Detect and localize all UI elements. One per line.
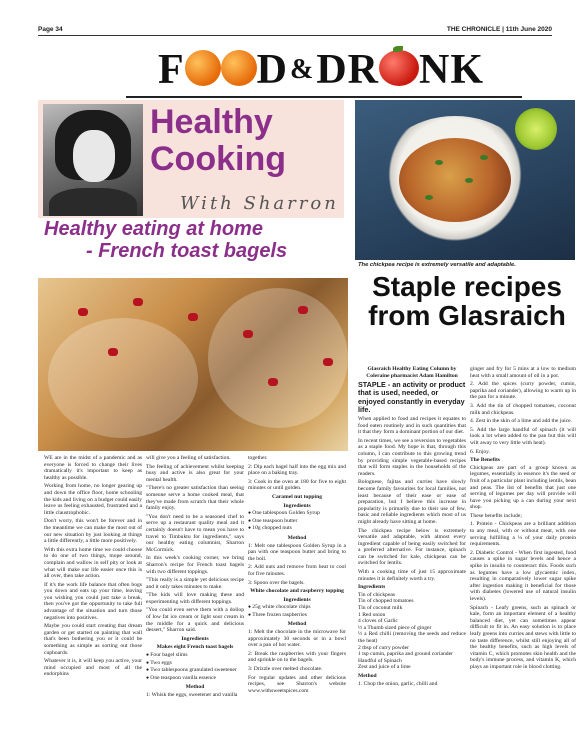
makes-note: Makes eight French toast bagels bbox=[156, 644, 234, 651]
paragraph: In this week's cooking corner, we bring Sharron's recipe for French toast bagels with two different toppings. bbox=[146, 555, 244, 575]
photo-caption: The chickpea recipe is extremely versatile and adaptable. bbox=[358, 262, 516, 268]
paragraph: 6. Enjoy. bbox=[470, 448, 490, 455]
paragraph: If it's the work life balance that often bogs you down and eats up your time, leaving you wishing you could just take a break, then you've got the opportunity to take full advantage of the situation and turn those negatives into positives. bbox=[44, 581, 142, 621]
list-item: 2 tbsp of curry powder bbox=[358, 644, 409, 651]
raspberry-icon bbox=[108, 348, 118, 356]
paragraph: will give you a feeling of satisfaction. bbox=[146, 455, 231, 461]
method-heading: Method bbox=[358, 672, 377, 679]
paragraph: ginger and fry for 5 mins at a low to medium heat with a small amount of oil in a pot. bbox=[470, 366, 576, 379]
columnist-photo bbox=[43, 104, 143, 216]
raspberry-icon bbox=[188, 313, 198, 321]
banner-letter: D bbox=[256, 47, 288, 93]
photo-shoulder bbox=[49, 188, 137, 216]
banner-rule bbox=[126, 96, 522, 98]
paragraph: WE are in the midst of a pandemic and as everyone is forced to change their lives dramatically it's important to keep as healthy as possible. bbox=[44, 455, 142, 481]
staple-headline: Staple recipes from Glasraich bbox=[368, 271, 566, 331]
method-heading: Method bbox=[287, 534, 307, 541]
ingredients-list bbox=[248, 510, 346, 533]
paragraph: 1. Chop the onion, garlic, chilli and bbox=[358, 680, 438, 687]
paragraph: Maybe you could start creating that dream garden or get started on painting that wall that's been bothering you or it could be something as simple as sorting out those cupboards. bbox=[44, 623, 142, 656]
paragraph: "You could even serve them with a dollop of low fat ice cream or light sour cream in the middle for a quick and delicious dessert," Sharron said. bbox=[146, 607, 244, 634]
paragraph: Bolognese, fajitas and curries have slowly become family favourites for local families, not least because of their ease or ease of preparation, but I believe this increase in popularity is primarily due to their use of few, basic and reliable ingredients which most of us might already have sitting at home. bbox=[358, 479, 466, 525]
ingredients-heading: Ingredients bbox=[283, 596, 311, 603]
chickpea-curry-photo bbox=[355, 100, 575, 260]
title-line: Healthy bbox=[150, 103, 273, 141]
ingredients-heading: Ingredients bbox=[358, 584, 386, 591]
banner-letter: NK bbox=[419, 47, 484, 93]
list-item: 1 tsp cumin, paprika and ground coriander bbox=[358, 651, 453, 658]
apple-icon bbox=[379, 50, 419, 86]
french-toast-photo bbox=[38, 278, 348, 451]
herb-icon bbox=[435, 160, 443, 165]
photo-plate bbox=[48, 318, 198, 438]
column-byline: Glasraich Healthy Eating Column by Coleraine pharmacist Adam Hamilton bbox=[366, 366, 458, 379]
raspberry-icon bbox=[78, 308, 88, 316]
list-item: ● Three frozen raspberries bbox=[248, 612, 346, 620]
paragraph: Chickpeas are part of a group known as legumes, essentially in essence it's the seed or fruit of a particular plant including lentils, bean and peas. The list of benefits that just one serving of legumes per day will provide will have you picking up a can during your next shop. bbox=[470, 464, 576, 511]
paragraph: "The kids will love making these and experimenting with different toppings. bbox=[146, 592, 244, 605]
paragraph: With this extra home time we could choose to do one of two things, mope around, complain and wallow in self pity or look at what will make our life easier once this is all over, then take action. bbox=[44, 546, 142, 580]
herb-icon bbox=[480, 155, 488, 160]
list-item: 4 cloves of Garlic bbox=[358, 618, 398, 625]
paragraph: 1: Melt one tablespoon Golden Syrup in a pan with one teaspoon butter and bring to the boil. bbox=[248, 542, 346, 562]
topping-heading: Caramel nut topping bbox=[271, 493, 323, 500]
list-item: ● Two eggs bbox=[146, 660, 244, 668]
article-column bbox=[358, 366, 466, 689]
paragraph: 1: Whisk the eggs, sweetener and vanilla bbox=[146, 692, 238, 698]
banner-letter: DR bbox=[316, 47, 379, 93]
paragraph: Don't worry, this won't be forever and in the meantime we can make the most out of our new situation by just looking at things a little differently, a little more positively. bbox=[44, 518, 142, 545]
paragraph: 3. Add the tin of chopped tomatoes, coconut milk and chickpeas. bbox=[470, 402, 576, 416]
page-header bbox=[0, 0, 580, 40]
herb-icon bbox=[465, 178, 473, 183]
header-rule bbox=[38, 35, 552, 36]
ingredients-list bbox=[248, 604, 346, 619]
paragraph: 1: Melt the chocolate in the microwave for approximately 30 seconds or in a bowl over a pan of hot water. bbox=[248, 629, 346, 649]
photo-face bbox=[73, 130, 115, 182]
list-item: ● One teaspoon vanilla essence bbox=[146, 675, 244, 683]
paragraph: 3: Cook in the oven at 180 for five to eight minutes or until golden. bbox=[248, 478, 346, 492]
paragraph: With a cooking time of just 15 approximate minutes it is definitely worth a try. bbox=[358, 569, 466, 582]
raspberry-icon bbox=[298, 306, 308, 314]
paragraph: 2. Add the spices (curry powder, cumin, paprika and coriander), allowing to warm up in the pan for a minute. bbox=[470, 381, 576, 401]
paragraph: Working from home, no longer gearing up and down the office floor, home schooling the kids and living on a budget could easily leave us feeling exhausted, frustrated and a little claustrophobic. bbox=[44, 483, 142, 516]
lead-paragraph: STAPLE - an activity or product that is used, needed, or enjoyed constantly in everyday life. bbox=[358, 380, 466, 414]
lime-icon bbox=[515, 108, 557, 150]
paragraph: Whatever it is, it will keep you active, your mind occupied and most of all the endorphins bbox=[44, 658, 142, 678]
article-headline bbox=[44, 218, 344, 262]
ingredients-heading: Ingredients bbox=[181, 635, 209, 642]
herb-icon bbox=[425, 195, 433, 200]
column-byline: With Sharron bbox=[180, 193, 339, 214]
list-item: 1 Red onion bbox=[358, 611, 386, 618]
article-column bbox=[146, 455, 244, 701]
paragraph: "You don't need to be a seasoned chef to serve up a restaurant quality meal and it certainly doesn't have to mean you have to travel to Timbuktu for ingredients," says our healthy eating columnist, Sharron McCormick. bbox=[146, 513, 244, 553]
paragraph: 3: Spoon over the bagels. bbox=[248, 579, 305, 586]
paragraph: The chickpea recipe below is extremely versatile and adaptable, with almost every ingredient capable of being easily switched for a preferred alternative. For instance, spinach can be switched for kale, chickpeas can be switched for lentils. bbox=[358, 527, 466, 567]
orange-icon bbox=[185, 50, 221, 86]
list-item: Tin of chopped tomatoes bbox=[358, 598, 414, 605]
paragraph: "This really is a simple yet delicious recipe and it only takes minutes to make. bbox=[146, 577, 244, 590]
list-item: ● One teaspoon butter bbox=[248, 518, 346, 526]
ingredients-heading: Ingredients bbox=[283, 502, 311, 509]
headline-line: Healthy eating at home bbox=[44, 218, 263, 240]
paragraph: The feeling of achievement whilst keeping busy and active is also great for your mental health. bbox=[146, 463, 244, 483]
list-item: ½ a Thumb sized piece of ginger bbox=[358, 624, 432, 631]
banner-ampersand: & bbox=[290, 54, 315, 85]
leaf-icon bbox=[393, 46, 403, 52]
raspberry-icon bbox=[323, 358, 333, 366]
article-column bbox=[44, 455, 142, 680]
paragraph: 2: Break the raspberries with your fingers and sprinkle on to the bagels. bbox=[248, 650, 346, 664]
list-item: ½ a Red chilli (removing the seeds and reduce the heat) bbox=[358, 631, 466, 644]
raspberry-icon bbox=[268, 378, 278, 386]
list-item: ● 25g white chocolate chips bbox=[248, 604, 346, 612]
paragraph: In recent times, we see a reversion to vegetables as a staple food. My hope is that, through this column, I can contribute to this growing trend by providing simple vegetable-based recipes that will form staples in the households of the readers. bbox=[358, 437, 466, 477]
headline-line: - French toast bagels bbox=[86, 240, 288, 262]
method-heading: Method bbox=[287, 621, 307, 628]
orange-icon bbox=[221, 50, 257, 86]
food-and-drink-banner bbox=[126, 42, 516, 98]
raspberry-icon bbox=[133, 298, 143, 306]
list-item: Tin of chickpeas bbox=[358, 591, 396, 598]
paragraph: For regular updates and other delicious recipes, see Sharron's website www.withsweetspices.com bbox=[248, 674, 346, 694]
list-item: Handful of Spinach bbox=[358, 657, 402, 664]
list-item: ● Two tablespoons granulated sweetener bbox=[146, 667, 244, 675]
list-item: ● 10g chopped nuts bbox=[248, 525, 346, 533]
paragraph: These benefits include; bbox=[470, 512, 522, 519]
photo-stew bbox=[399, 138, 511, 222]
publication-date: THE CHRONICLE | 11th June 2020 bbox=[446, 26, 552, 33]
paragraph: 4. Zest in the skin of a lime and add the juice. bbox=[470, 418, 573, 425]
ingredients-list bbox=[146, 652, 244, 682]
healthy-cooking-title bbox=[150, 104, 286, 178]
title-line: Cooking bbox=[150, 140, 286, 178]
paragraph: "There's no greater satisfaction than seeing someone serve a home cooked meal, that they've made from scratch that their whole family enjoy. bbox=[146, 485, 244, 512]
list-item: Tin of coconut milk bbox=[358, 605, 403, 612]
paragraph: 3: Drizzle over melted chocolate. bbox=[248, 666, 323, 673]
paragraph: Spinach - Leafy greens, such as spinach or kale, form an important element of a healthy balanced diet, yet can sometimes appear difficult to fit in. An easy solution is to place leafy greens into curries and stews with little to no taste difference, whilst still enjoying all of the healthy benefits, such as high levels of vitamin C, which promotes skin health and the body's immune process, and vitamin K, which plays an important role in blood clotting. bbox=[470, 604, 576, 670]
banner-letter: F bbox=[158, 47, 185, 93]
benefits-heading: The Benefits bbox=[470, 457, 500, 464]
topping-heading: White chocolate and raspberry topping bbox=[250, 588, 344, 595]
method-heading: Method bbox=[185, 684, 205, 691]
paragraph: together. bbox=[248, 455, 268, 461]
paragraph: 2: Dip each bagel half into the egg mix and place on a baking tray. bbox=[248, 463, 346, 477]
paragraph: 2. Diabetic Control - When first ingested, food causes a spike in sugar levels and hence a spike in insulin to counteract this. Foods such as legumes have a low glycaemic index, resulting in comparatively lower sugar spike after ingestion making it beneficial for those with diabetes (lowered use of natural insulin levels). bbox=[470, 549, 576, 602]
list-item: ● One tablespoon Golden Syrup bbox=[248, 510, 346, 518]
page-number: Page 34 bbox=[38, 26, 63, 33]
list-item: ● Four bagel slims bbox=[146, 652, 244, 660]
paragraph: 2: Add nuts and remove from heat to cool for five minutes. bbox=[248, 564, 346, 577]
paragraph: 5. Add the large handful of spinach (it will look a lot when added to the pan but this will wilt away to very little with heat). bbox=[470, 426, 576, 446]
list-item: Zest and juice of a lime bbox=[358, 664, 411, 671]
article-column bbox=[470, 366, 576, 673]
paragraph: 1. Protein - Chickpeas are a brilliant addition to any meal, with or without meat, with one serving fulfilling a ¼ of your daily protein requirements. bbox=[470, 521, 576, 548]
raspberry-icon bbox=[243, 330, 253, 338]
paragraph: When applied to food and recipes it equates to food eaten routinely and in such quantities that it that they form a dominant portion of our diet. bbox=[358, 416, 466, 436]
article-column bbox=[248, 455, 346, 696]
